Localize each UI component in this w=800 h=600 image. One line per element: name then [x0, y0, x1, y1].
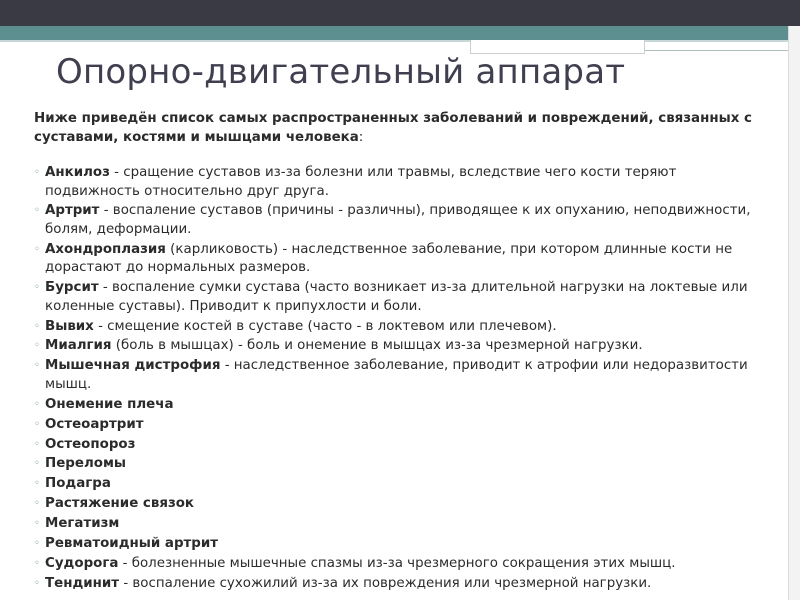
list-item [34, 495, 769, 514]
list-item [34, 202, 769, 239]
slide-title: Опорно-двигательный аппарат [56, 52, 626, 92]
intro-text [34, 110, 769, 147]
item-term: Вывих [45, 318, 94, 334]
bullet-icon: ◦ [34, 438, 40, 450]
slide-content [34, 110, 769, 595]
bullet-icon: ◦ [34, 282, 40, 294]
item-term: Артрит [45, 203, 100, 219]
item-description: - воспаление сумки сустава (часто возникает из-за длительной нагрузки на локтевые или коленные суставы). Приводит к припухлости и боли. [45, 280, 748, 314]
item-term: Остеоартрит [45, 416, 144, 432]
bullet-icon: ◦ [34, 518, 40, 530]
list-item [34, 357, 769, 394]
intro-text-main: Ниже приведён список самых распространенных заболеваний и повреждений, связанных с суставами, костями и мышцами человека [34, 111, 752, 145]
item-term: Мышечная дистрофия [45, 358, 221, 374]
item-term: Подагра [45, 476, 111, 492]
bullet-icon: ◦ [34, 498, 40, 510]
item-term: Миалгия [45, 338, 112, 354]
bullet-icon: ◦ [34, 243, 40, 255]
item-description: - наследственное заболевание, приводит к атрофии или недоразвитости мышц. [45, 358, 748, 392]
disease-list [34, 164, 769, 593]
bullet-icon: ◦ [34, 340, 40, 352]
list-item [34, 555, 769, 574]
item-term: Мегатизм [45, 516, 120, 532]
item-description: - воспаление сухожилий из-за их повреждения или чрезмерной нагрузки. [119, 575, 652, 591]
list-item [34, 535, 769, 554]
bullet-icon: ◦ [34, 478, 40, 490]
list-item [34, 515, 769, 534]
list-item [34, 575, 769, 594]
list-item [34, 396, 769, 415]
item-description: - смещение костей в суставе (часто - в локтевом или плечевом). [93, 318, 557, 334]
item-description: - воспаление суставов (причины - различны), приводящее к их опуханию, неподвижности, болям, деформации. [45, 203, 751, 237]
item-term: Ахондроплазия [45, 241, 166, 257]
bullet-icon: ◦ [34, 458, 40, 470]
list-item [34, 318, 769, 337]
list-item [34, 475, 769, 494]
item-term: Растяжение связок [45, 496, 195, 512]
list-item [34, 337, 769, 356]
item-term: Ревматоидный артрит [45, 535, 219, 551]
list-item [34, 416, 769, 435]
intro-colon: : [358, 129, 364, 145]
item-term: Тендинит [45, 575, 120, 591]
bullet-icon: ◦ [34, 167, 40, 178]
item-description: (боль в мышцах) - боль и онемение в мышцах из-за чрезмерной нагрузки. [111, 338, 643, 354]
bullet-icon: ◦ [34, 398, 40, 410]
list-item [34, 455, 769, 474]
item-description: (карликовость) - наследственное заболевание, при котором длинные кости не дорастают до нормальных размеров. [45, 241, 733, 276]
list-item [34, 436, 769, 455]
list-item [34, 279, 769, 316]
list-item [34, 241, 769, 278]
accent-line-right [645, 40, 800, 42]
list-item [34, 164, 769, 201]
slide-right-edge [788, 26, 800, 600]
bullet-icon: ◦ [34, 577, 40, 589]
item-description: - сращение суставов из-за болезни или травмы, вследствие чего кости теряют подвижность относительно друг друга. [45, 165, 677, 199]
bullet-icon: ◦ [34, 320, 40, 332]
item-term: Судорога [45, 555, 119, 571]
bullet-icon: ◦ [34, 360, 40, 372]
item-term: Онемение плеча [45, 396, 174, 412]
bullet-icon: ◦ [34, 205, 40, 217]
accent-line-left [0, 40, 470, 42]
item-term: Бурсит [45, 280, 99, 296]
item-term: Остеопороз [45, 436, 136, 452]
bullet-icon: ◦ [34, 537, 40, 549]
item-description: - болезненные мышечные спазмы из-за чрезмерного сокращения этих мышц. [118, 555, 676, 571]
top-header-bar [0, 0, 800, 26]
teal-accent-band [0, 26, 800, 40]
thin-accent-line-right [645, 50, 800, 51]
item-term: Анкилоз [45, 165, 110, 180]
bullet-icon: ◦ [34, 557, 40, 569]
bullet-icon: ◦ [34, 418, 40, 430]
item-term: Переломы [45, 456, 127, 472]
